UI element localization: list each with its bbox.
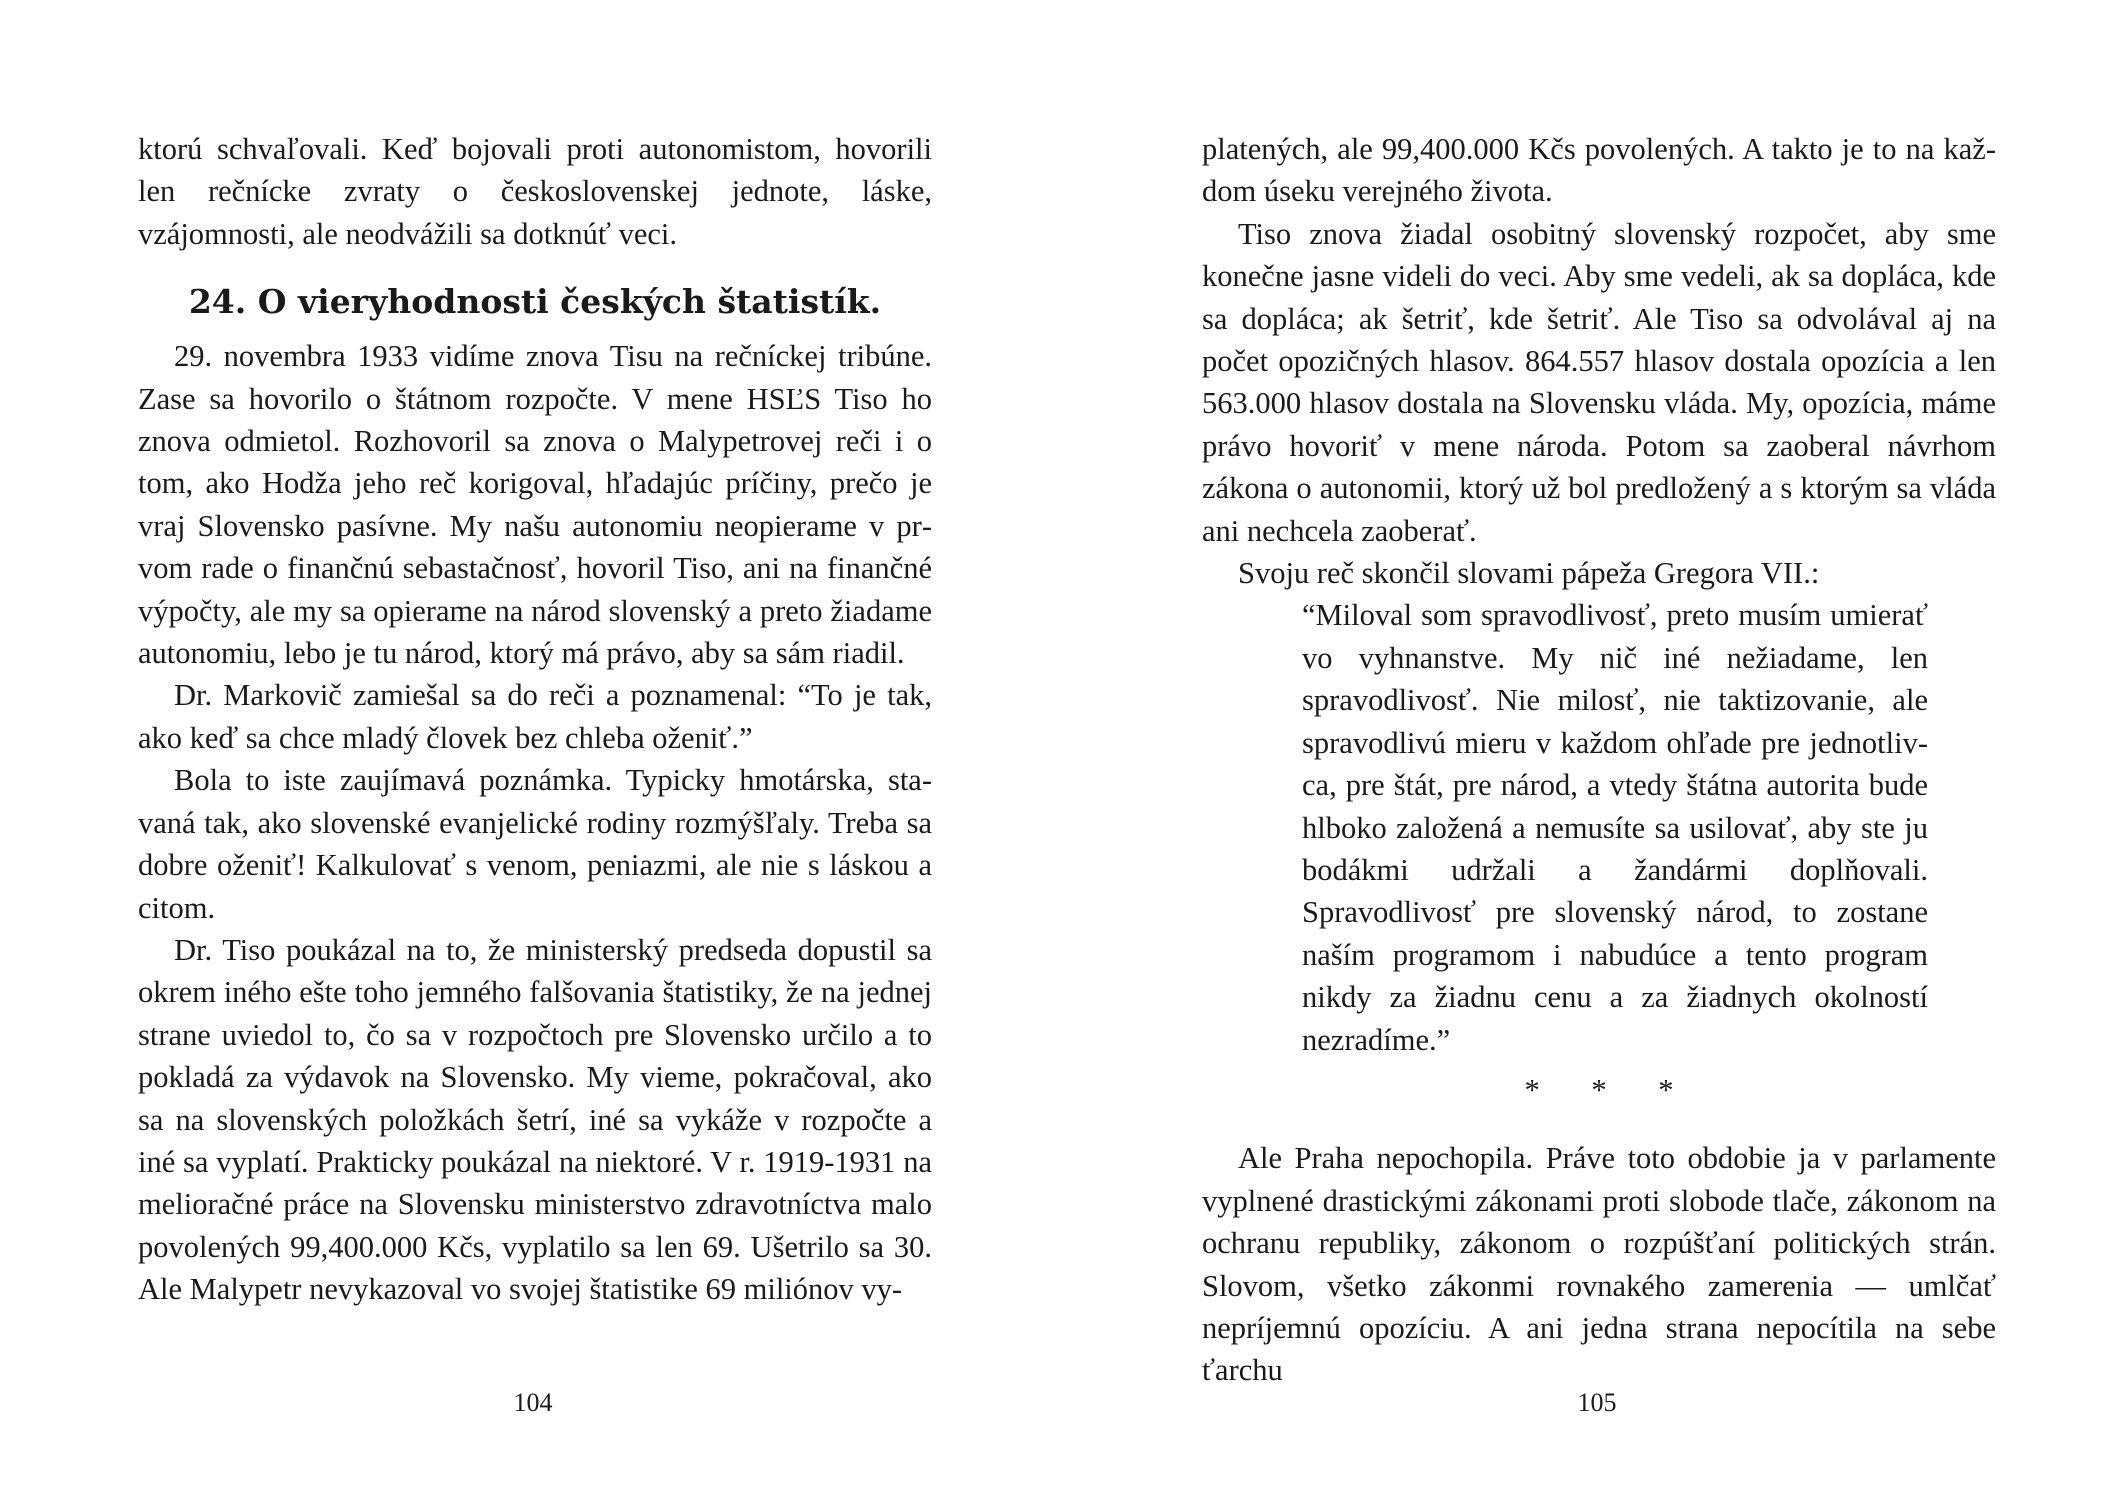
right-page: [1202, 128, 1996, 1392]
left-top-paragraph: ktorú schvaľovali. Keď bojovali proti autonomistom, hovorili len rečnícke zvraty o československej jednote, láske, vzájomnosti, ale neodvážili sa dotknúť veci.: [138, 132, 932, 251]
left-paragraph-2: Dr. Markovič zamiešal sa do reči a poznamenal: “To je tak, ako keď sa chce mladý človek bez chleba oženiť.”: [138, 678, 932, 755]
quote-text: “Miloval som spravodlivosť, preto musím umierať vo vyhnanstve. My nič iné nežiadame, len spravodlivosť. Nie milosť, nie taktizovanie, ale spravodlivú mieru v každom ohľade pre jednotlivca, pre štát, pre národ, a vtedy štátna autorita bude hlboko založená a nemusíte sa usilovať, aby ste ju bodákmi udržali a žandármi doplňovali. Spravodlivosť pre slovenský národ, to zostane naším programom i nabudúce a tento program nikdy za žiadnu cenu a za žiadnych okolností nezradíme.”: [1302, 598, 1928, 1057]
section-separator: * * *: [1524, 1072, 1696, 1107]
right-paragraph-1: Tiso znova žiadal osobitný slovenský rozpočet, aby sme konečne jasne videli do veci. Aby sme vedeli, ak sa dopláca, kde sa dopláca; ak šetriť, kde šetriť. Ale Tiso sa odvolával aj na počet opozičných hlasov. 864.557 hlasov dostala opozícia a len 563.000 hlasov dostala na Slovensku vláda. My, opozícia, máme právo hovoriť v mene národa. Potom sa zaoberal návrhom zákona o autonomii, ktorý už bol predložený a s ktorým sa vláda ani nechcela zaoberať.: [1202, 216, 1996, 548]
page-number-left: 104: [513, 1388, 553, 1417]
left-paragraph-3: Bola to iste zaujímavá poznámka. Typicky hmotárska, stavaná tak, ako slovenské evanjelické rodiny rozmýšľaly. Treba sa dobre oženiť! Kalkulovať s venom, peniazmi, ale nie s láskou a citom.: [138, 763, 932, 925]
block-quote: [1302, 594, 1928, 1060]
page-number-right: 105: [1577, 1388, 1617, 1417]
right-closing-paragraph: Ale Praha nepochopila. Práve toto obdobie ja v parlamente vyplnené drastickými zákonami proti slobode tlače, zákonom na ochranu republiky, zákonom o rozpúšťaní politických strán. Slovom, všetko zákonmi rovnakého zamerenia — umlčať nepríjemnú opozíciu. A ani jedna strana nepocítila na sebe ťarchu: [1202, 1141, 1996, 1388]
right-top-paragraph: platených, ale 99,400.000 Kčs povolených. A takto je to na každom úseku verejného života.: [1202, 132, 1996, 209]
right-paragraph-2: Svoju reč skončil slovami pápeža Gregora VII.:: [1238, 556, 1820, 591]
section-heading: 24. O vieryhodnosti českých štatistík.: [188, 282, 882, 322]
left-page: [138, 128, 932, 1311]
left-paragraph-4: Dr. Tiso poukázal na to, že ministerský predseda dopustil sa okrem iného ešte toho jemného falšovania štatistiky, že na jednej strane uviedol to, čo sa v rozpočtoch pre Slovensko určilo a to pokladá za výdavok na Slovensko. My vieme, pokračoval, ako sa na slovenských položkách šetrí, iné sa vykáže v rozpočte a iné sa vyplatí. Prakticky poukázal na niektoré. V r. 1919-1931 na melioračné práce na Slovensku ministerstvo zdravotníctva malo povolených 99,400.000 Kčs, vyplatilo sa len 69. Ušetrilo sa 30. Ale Malypetr nevykazoval vo svojej štatistike 69 miliónov vy-: [138, 932, 932, 1307]
left-paragraph-1: 29. novembra 1933 vidíme znova Tisu na rečníckej tribúne. Zase sa hovorilo o štátnom rozpočte. V mene HSĽS Tiso ho znova odmietol. Rozhovoril sa znova o Malypetrovej reči i o tom, ako Hodža jeho reč korigoval, hľadajúc príčiny, prečo je vraj Slovensko pasívne. My našu autonomiu neopierame v prvom rade o finančnú sebastačnosť, hovoril Tiso, ani na finančné výpočty, ale my sa opierame na národ slovenský a preto žiadame autonomiu, lebo je tu národ, ktorý má právo, aby sa sám riadil.: [138, 339, 932, 671]
